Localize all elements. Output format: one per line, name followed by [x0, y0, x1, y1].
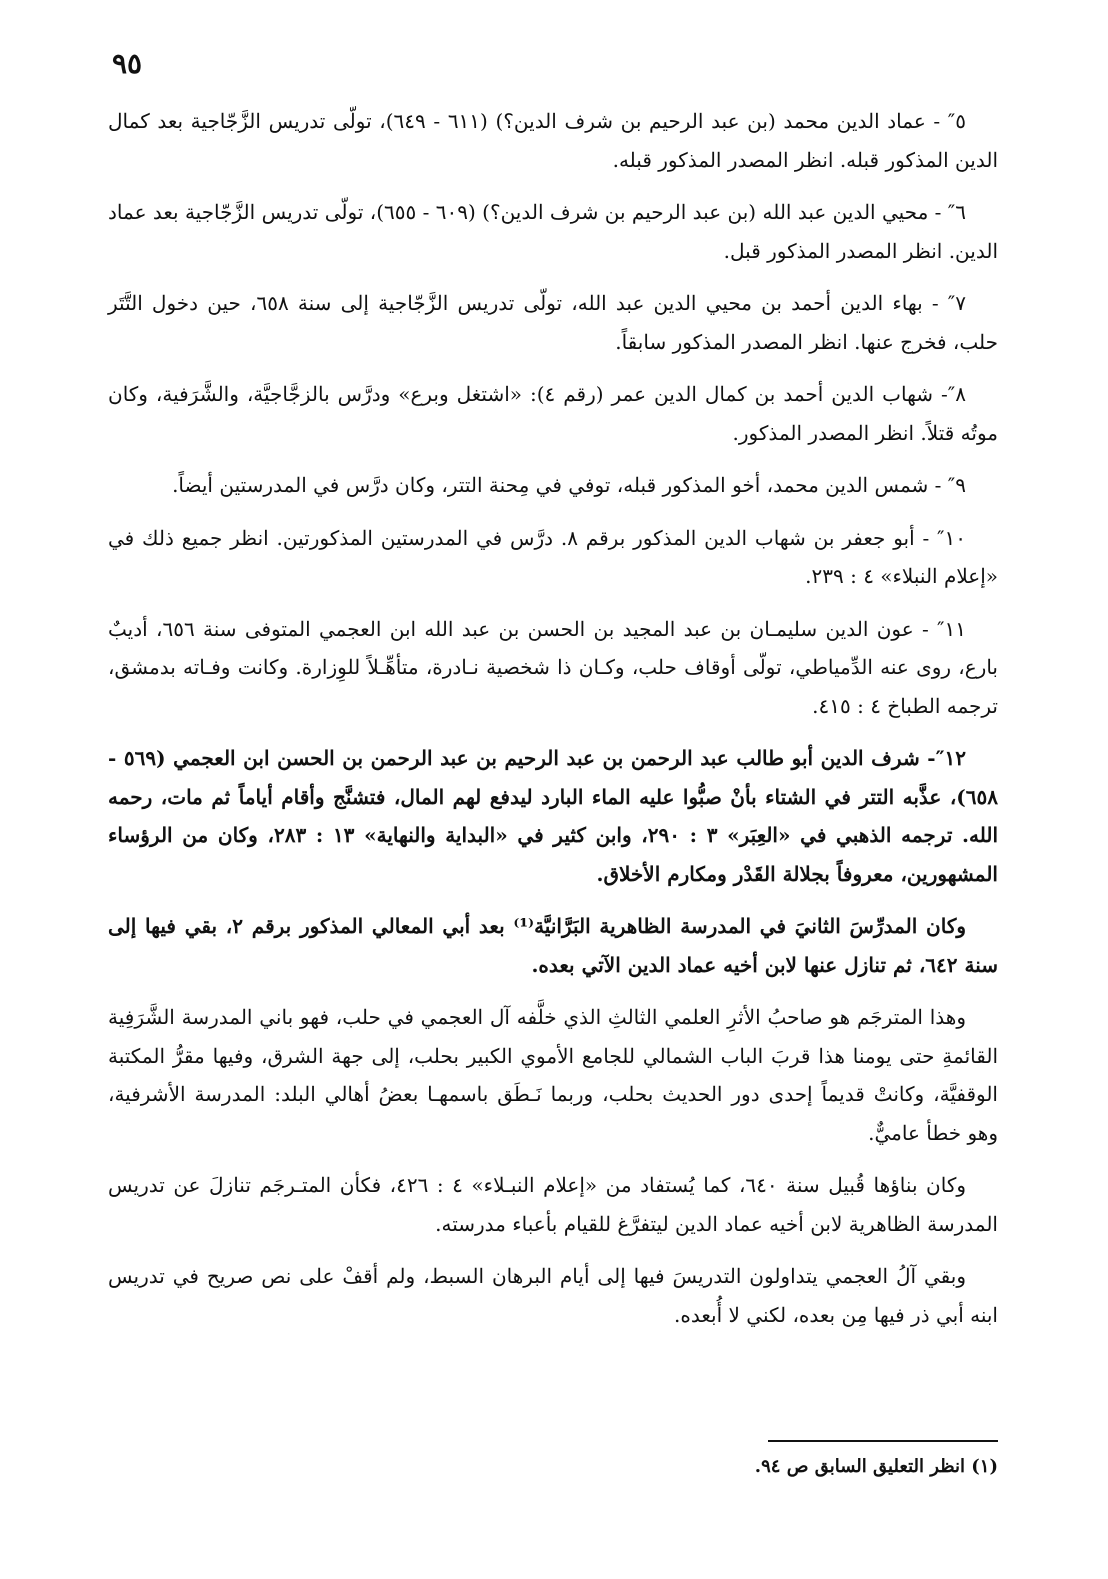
footnote-divider [768, 1440, 998, 1442]
footnote: (١) انظر التعليق السابق ص ٩٤. [754, 1456, 998, 1477]
paragraph: وكان المدرِّسَ الثانيَ في المدرسة الظاهرية البَرَّانيَّة⁽¹⁾ بعد أبي المعالي المذكور برقم ٢، بقي فيها إلى سنة ٦٤٢، ثم تنازل عنها لابن أخيه عماد الدين الآتي بعده. [108, 914, 998, 977]
paragraph: وكان بناؤها قُبيل سنة ٦٤٠، كما يُستفاد من «إعلام النبـلاء» ٤ : ٤٢٦، فكأن المتـرجَم تنازلَ عن تدريس المدرسة الظاهرية لابن أخيه عماد الدين ليتفرَّغ للقيام بأعباء مدرسته. [108, 1173, 998, 1236]
paragraph: وبقي آلُ العجمي يتداولون التدريسَ فيها إلى أيام البرهان السبط، ولم أقفْ على نص صريح في تدريس ابنه أبي ذر فيها مِن بعده، لكني لا أُبعده. [108, 1264, 998, 1327]
paragraph: ٥″ - عماد الدين محمد (بن عبد الرحيم بن شرف الدين؟) (٦١١ - ٦٤٩)، تولّى تدريس الزَّجّاجية بعد كمال الدين المذكور قبله. انظر المصدر المذكور قبله. [108, 109, 998, 172]
paragraph: ١٠″ - أبو جعفر بن شهاب الدين المذكور برقم ٨. درَّس في المدرستين المذكورتين. انظر جميع ذلك في «إعلام النبلاء» ٤ : ٢٣٩. [108, 525, 998, 588]
paragraph: ٨″- شهاب الدين أحمد بن كمال الدين عمر (رقم ٤): «اشتغل وبرع» ودرَّس بالزجَّاجيَّة، والشَّرَفية، وكان موتُه قتلاً. انظر المصدر المذكور. [108, 382, 998, 445]
page-body [108, 102, 998, 1348]
paragraph: ٦″ - محيي الدين عبد الله (بن عبد الرحيم بن شرف الدين؟) (٦٠٩ - ٦٥٥)، تولّى تدريس الزَّجّاجية بعد عماد الدين. انظر المصدر المذكور قبل. [108, 200, 998, 263]
paragraph: ٧″ - بهاء الدين أحمد بن محيي الدين عبد الله، تولّى تدريس الزَّجّاجية إلى سنة ٦٥٨، حين دخول التَّتَر حلب، فخرج عنها. انظر المصدر المذكور سابقاً. [108, 291, 998, 354]
paragraph: وهذا المترجَم هو صاحبُ الأثرِ العلمي الثالثِ الذي خلَّفه آل العجمي في حلب، فهو باني المدرسة الشَّرَفِية القائمةِ حتى يومنا هذا قربَ الباب الشمالي للجامع الأموي الكبير بحلب، إلى جهة الشرق، وفيها مقرُّ المكتبة الوقفيَّة، وكانتْ قديماً إحدى دور الحديث بحلب، وربما نَـطَق باسمهـا بعضُ أهالي البلد: المدرسة الأشرفية، وهو خطأ عاميٌّ. [108, 1005, 998, 1145]
paragraph: ٩″ - شمس الدين محمد، أخو المذكور قبله، توفي في مِحنة التتر، وكان درَّس في المدرستين أيضاً. [172, 473, 966, 497]
paragraph: ١١″ - عون الدين سليمـان بن عبد المجيد بن الحسن بن عبد الله ابن العجمي المتوفى سنة ٦٥٦، أديبٌ بارع، روى عنه الدِّمياطي، تولّى أوقاف حلب، وكـان ذا شخصية نـادرة، متأهِّـلاً للوِزارة. وكانت وفـاته بدمشق، ترجمه الطباخ ٤ : ٤١٥. [108, 616, 998, 718]
paragraph: ١٢″- شرف الدين أبو طالب عبد الرحمن بن عبد الرحيم بن عبد الرحمن بن الحسن ابن العجمي (٥٦٩ - ٦٥٨)، عذَّبه التتر في الشتاء بأنْ صبُّوا عليه الماء البارد ليدفع لهم المال، فتشنَّج وأقام أياماً ثم مات، رحمه الله. ترجمه الذهبي في «العِبَر» ٣ : ٢٩٠، وابن كثير في «البداية والنهاية» ١٣ : ٢٨٣، وكان من الرؤساء المشهورين، معروفاً بجلالة القَدْر ومكارم الأخلاق. [108, 746, 999, 886]
page-number: ٩٥ [112, 47, 143, 80]
